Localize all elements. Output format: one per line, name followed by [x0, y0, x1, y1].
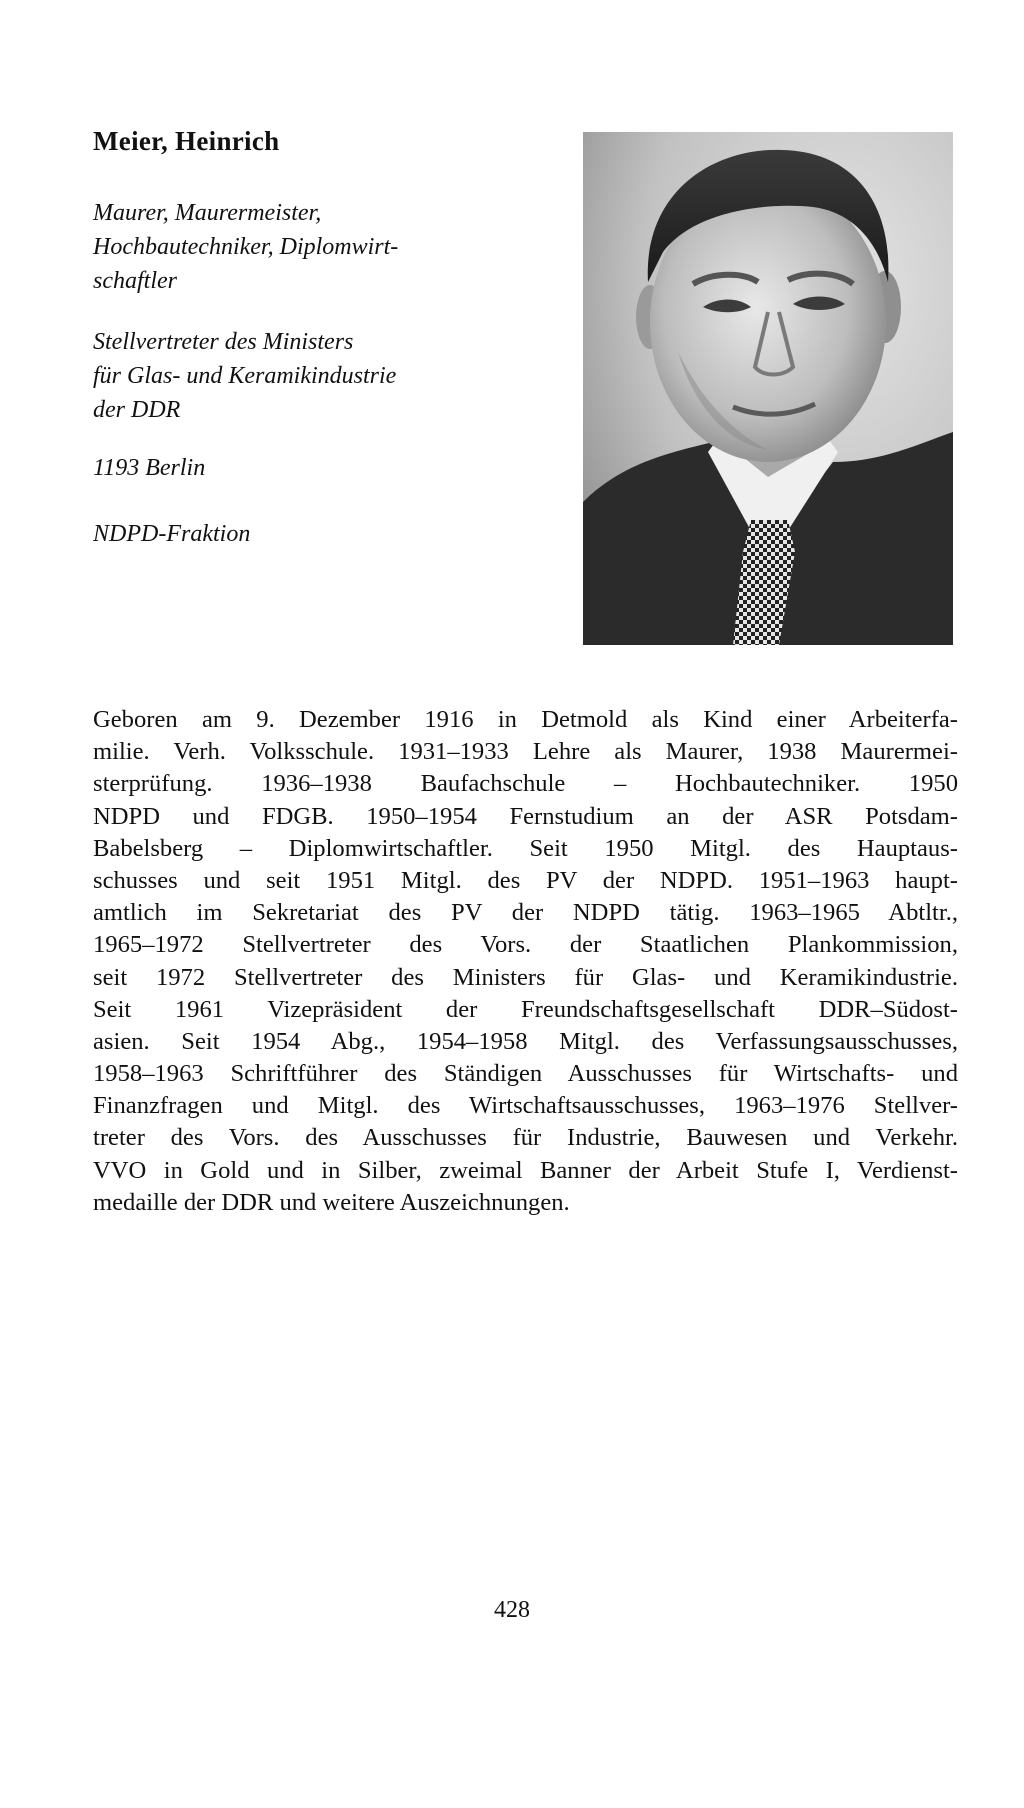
professions — [93, 196, 493, 298]
biography-line: treter des Vors. des Ausschusses für Industrie, Bauwesen und Verkehr. — [93, 1124, 958, 1152]
biography-line: medaille der DDR und weitere Auszeichnungen. — [93, 1188, 570, 1216]
biography-line: asien. Seit 1954 Abg., 1954–1958 Mitgl. des Verfassungsausschusses, — [93, 1027, 958, 1055]
position-line: der DDR — [93, 397, 181, 423]
biography-line: Geboren am 9. Dezember 1916 in Detmold als Kind einer Arbeiterfa- — [93, 706, 958, 733]
biography-line: Babelsberg – Diplomwirtschaftler. Seit 1950 Mitgl. des Hauptaus- — [93, 834, 958, 862]
biography-line: milie. Verh. Volksschule. 1931–1933 Lehre als Maurer, 1938 Maurermei- — [93, 738, 958, 766]
position-line: Stellvertreter des Ministers — [93, 329, 354, 355]
biography-line: seit 1972 Stellvertreter des Ministers für Glas- und Keramikindustrie. — [93, 963, 958, 991]
biography-line: NDPD und FDGB. 1950–1954 Fernstudium an der ASR Potsdam- — [93, 802, 958, 830]
page-number: 428 — [494, 1597, 530, 1623]
official-position — [93, 325, 493, 427]
person-name: Meier, Heinrich — [93, 126, 280, 156]
biography-line: sterprüfung. 1936–1938 Baufachschule – Hochbautechniker. 1950 — [93, 770, 958, 798]
portrait-photo — [583, 132, 953, 645]
biography-line: VVO in Gold und in Silber, zweimal Banner der Arbeit Stufe I, Verdienst- — [93, 1156, 958, 1184]
faction: NDPD-Fraktion — [93, 521, 251, 547]
position-line: für Glas- und Keramikindustrie — [93, 363, 397, 389]
profession-line: Hochbautechniker, Diplomwirt- — [93, 234, 399, 260]
biography-line: schusses und seit 1951 Mitgl. des PV der NDPD. 1951–1963 haupt- — [93, 866, 958, 894]
profession-line: schaftler — [93, 268, 177, 294]
biography-line: Seit 1961 Vizepräsident der Freundschaftsgesellschaft DDR–Südost- — [93, 995, 958, 1023]
portrait-photo-icon — [583, 132, 953, 645]
address: 1193 Berlin — [93, 455, 206, 481]
biography-text — [93, 704, 958, 1219]
biography-line: Finanzfragen und Mitgl. des Wirtschaftsausschusses, 1963–1976 Stellver- — [93, 1092, 958, 1120]
profession-line: Maurer, Maurermeister, — [93, 200, 322, 226]
biography-line: 1965–1972 Stellvertreter des Vors. der Staatlichen Plankommission, — [93, 931, 958, 959]
biography-line: 1958–1963 Schriftführer des Ständigen Ausschusses für Wirtschafts- und — [93, 1060, 958, 1088]
biography-line: amtlich im Sekretariat des PV der NDPD tätig. 1963–1965 Abtltr., — [93, 899, 958, 927]
